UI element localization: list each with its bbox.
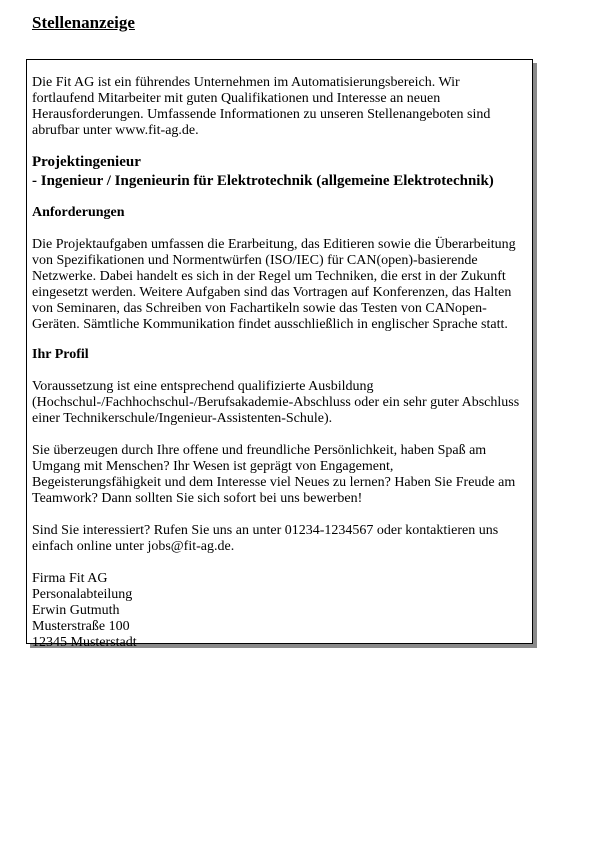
requirements-heading: Anforderungen (32, 205, 125, 220)
job-title-line1: Projektingenieur (32, 154, 141, 170)
page-title: Stellenanzeige (32, 13, 135, 32)
contact-block (32, 571, 520, 651)
call-to-action: Sind Sie interessiert? Rufen Sie uns an unter 01234-1234567 oder kontaktieren uns einfach online unter jobs@fit-ag.de. (32, 523, 499, 554)
contact-department: Personalabteilung (32, 587, 133, 602)
profile-text-personality: Sie überzeugen durch Ihre offene und freundliche Persönlichkeit, haben Spaß am Umgang mit Menschen? Ihr Wesen ist geprägt von Engagement, Begeisterungsfähigkeit und dem Interesse viel Neues zu lernen? Haben Sie Freude am Teamwork? Dann sollten Sie sich sofort bei uns bewerben! (32, 443, 516, 506)
contact-street: Musterstraße 100 (32, 619, 130, 634)
job-title (32, 153, 520, 191)
contact-city: 12345 Musterstadt (32, 635, 137, 650)
profile-text-qualification: Voraussetzung ist eine entsprechend qualifizierte Ausbildung (Hochschul-/Fachhochschul-/Berufsakademie-Abschluss oder ein sehr guter Abschluss einer Technikerschule/Ingenieur-Assistenten-Schule). (32, 379, 520, 426)
contact-person: Erwin Gutmuth (32, 603, 120, 618)
company-intro: Die Fit AG ist ein führendes Unternehmen im Automatisierungsbereich. Wir fortlaufend Mitarbeiter mit guten Qualifikationen und Interesse an neuen Herausforderungen. Umfassende Informationen zu unseren Stellenangeboten sind abrufbar unter www.fit-ag.de. (32, 75, 491, 138)
job-ad-box (26, 59, 533, 650)
job-title-line2: - Ingenieur / Ingenieurin für Elektrotechnik (allgemeine Elektrotechnik) (32, 173, 494, 189)
contact-company: Firma Fit AG (32, 571, 108, 586)
profile-heading: Ihr Profil (32, 347, 89, 362)
requirements-text: Die Projektaufgaben umfassen die Erarbeitung, das Editieren sowie die Überarbeitung von Spezifikationen und Normentwürfen (ISO/IEC) für CAN(open)-basierende Netzwerke. Dabei handelt es sich in der Regel um Techniken, die erst in der Zukunft eingesetzt werden. Weitere Aufgaben sind das Vortragen auf Konferenzen, das Halten von Seminaren, das Schreiben von Fachartikeln sowie das Testen von CANopen-Geräten. Sämtliche Kommunikation findet ausschließlich in englischer Sprache statt. (32, 237, 516, 332)
